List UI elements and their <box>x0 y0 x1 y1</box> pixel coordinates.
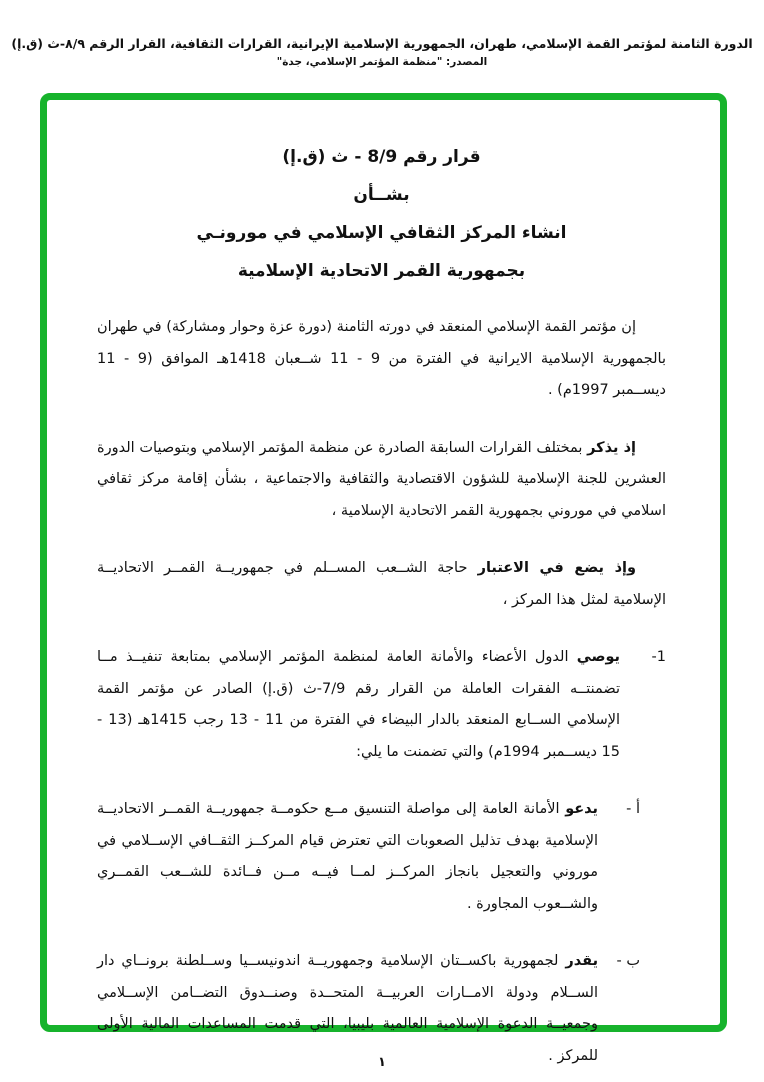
citation-header <box>0 36 764 68</box>
item-text <box>97 794 598 920</box>
title-subject: انشاء المركز الثقافي الإسلامي في مورونـي <box>196 223 567 243</box>
lettered-item-a <box>97 794 666 920</box>
page-number: ١ <box>378 1055 386 1070</box>
item-marker: ب - <box>616 953 640 969</box>
citation-line: الدورة الثامنة لمؤتمر القمة الإسلامي، طهران، الجمهورية الإسلامية الإيرانية، القرارات الثقافية، القرار الرقم ٨/٩-ث (ق.إ) <box>11 36 753 51</box>
lettered-item-b <box>97 946 666 1072</box>
resolution-number: قرار رقم 8/9 - ث (ق.إ) <box>282 147 481 167</box>
item-text <box>97 946 598 1072</box>
item-lead: يوصي <box>576 649 620 665</box>
intro-paragraph: إن مؤتمر القمة الإسلامي المنعقد في دورته الثامنة (دورة عزة وحوار ومشاركة) في طهران بالجمهورية الإسلامية الايرانية في الفترة من 9 - 11 شــعبان 1418هـ الموافق (9 - 11 ديســمبر 1997م) . <box>97 319 667 398</box>
item-body: الدول الأعضاء والأمانة العامة لمنظمة المؤتمر الإسلامي بمتابعة تنفيــذ مــا تضمنتــه الفقرات العاملة من القرار رقم 7/9-ث (ق.إ) الصادر عن مؤتمر القمة الإسلامي الســابع المنعقد بالدار البيضاء في الفترة من 11 - 13 رجب 1415هـ (13 - 15 ديســمبر 1994م) والتي تضمنت ما يلي: <box>97 649 621 760</box>
item-body: لجمهورية باكســتان الإسلامية وجمهوريــة اندونيســيا وســلطنة برونــاي دار الســلام ودولة الامــارات العربيــة المتحــدة وصنــدوق التضــامن الإســلامي وجمعيــة الدعوة الإسلامية العالمية بليبيا، التي قدمت المساعدات المالية الأولى للمركز . <box>97 953 598 1064</box>
source-line: المصدر: "منظمة المؤتمر الإسلامي، جدة" <box>276 56 488 68</box>
clause-text: بمختلف القرارات السابقة الصادرة عن منظمة المؤتمر الإسلامي وبتوصيات الدورة العشرين للجنة الإسلامية للشؤون الاقتصادية والثقافية والاجتماعية ، بشأن إقامة مركز ثقافي اسلامي في موروني بجمهورية القمر الاتحادية الإسلامية ، <box>97 439 666 519</box>
document-content <box>47 100 720 1064</box>
clause-recalling <box>97 433 666 528</box>
item-text <box>97 642 620 768</box>
item-lead: يدعو <box>565 801 599 817</box>
document-frame <box>40 93 727 1064</box>
clause-text: حاجة الشــعب المســلم في جمهوريــة القمــر الاتحاديــة الإسلامية لمثل هذا المركز ، <box>97 560 666 608</box>
item-body: الأمانة العامة إلى مواصلة التنسيق مــع حكومــة جمهوريــة القمــر الاتحاديــة الإسلامية بهدف تذليل الصعوبات التي تعترض قيام المركــز الثقــافي الإســلامي في موروني والتعجيل بانجاز المركــز لمــا فيــه مــن فــائدة للشــعب القمــري والشــعوب المجاورة . <box>97 801 598 912</box>
clause-lead: إذ يذكر <box>587 439 636 456</box>
clause-lead: وإذ يضع في الاعتبار <box>477 560 636 576</box>
clause-considering <box>97 553 666 616</box>
title-regarding: بشــأن <box>353 185 410 205</box>
item-lead: يقدر <box>565 953 599 969</box>
title-country: بجمهورية القمر الاتحادية الإسلامية <box>237 261 526 281</box>
item-marker: أ - <box>626 801 640 817</box>
numbered-item-1 <box>97 642 666 768</box>
resolution-title <box>97 138 666 290</box>
item-marker: 1- <box>651 649 666 665</box>
